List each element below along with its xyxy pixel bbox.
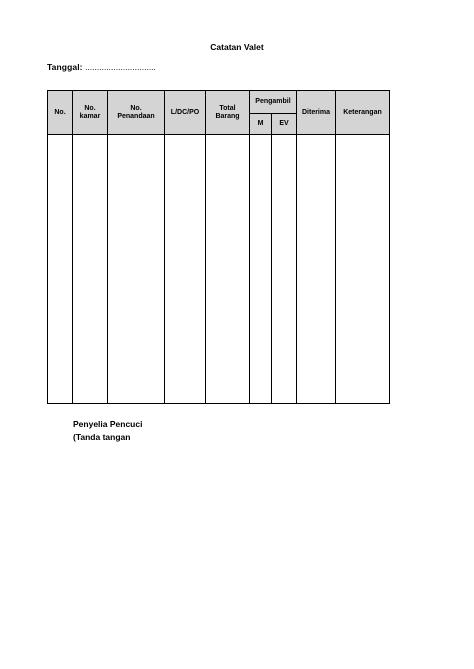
cell-remarks [336, 135, 390, 404]
header-remarks-label: Keterangan [343, 108, 382, 116]
cell-room-no [73, 135, 108, 404]
valet-log-table [47, 90, 390, 404]
date-field [47, 62, 156, 72]
blank-entry-row [48, 135, 390, 404]
date-label: Tanggal: [47, 62, 83, 72]
date-blank: .............................. [85, 62, 156, 72]
cell-ldcpo [165, 135, 206, 404]
header-total-items-line1: Total [219, 104, 236, 112]
document-title: Catatan Valet [210, 42, 264, 52]
cell-picked-by-ev [272, 135, 297, 404]
header-tag-no-line2: Penandaan [117, 112, 155, 120]
header-remarks [336, 91, 390, 135]
header-total-items [206, 91, 250, 135]
cell-received [297, 135, 336, 404]
header-no-label: No. [54, 108, 66, 116]
header-received [297, 91, 336, 135]
signature-block [73, 418, 142, 443]
header-room-no [73, 91, 108, 135]
cell-no [48, 135, 73, 404]
header-picked-by-label: Pengambil [255, 98, 291, 105]
cell-total-items [206, 135, 250, 404]
header-picked-by-m-label: M [257, 120, 264, 127]
header-room-no-line1: No. [84, 104, 96, 112]
cell-tag-no [108, 135, 165, 404]
header-picked-by-ev-label: EV [279, 120, 289, 127]
header-no [48, 91, 73, 135]
header-room-no-line2: kamar [79, 112, 101, 120]
header-picked-by-ev [272, 114, 297, 135]
header-ldcpo [165, 91, 206, 135]
header-total-items-line2: Barang [215, 112, 240, 120]
header-received-label: Diterima [301, 108, 330, 116]
header-picked-by-m [250, 114, 272, 135]
header-ldcpo-label: L/DC/PO [170, 108, 200, 116]
header-tag-no-line1: No. [130, 104, 142, 112]
signature-title: Penyelia Pencuci [73, 419, 143, 429]
cell-picked-by-m [250, 135, 272, 404]
header-tag-no [108, 91, 165, 135]
header-picked-by [250, 91, 297, 114]
header-row-top [48, 91, 390, 114]
signature-instruction: (Tanda tangan [73, 431, 131, 442]
